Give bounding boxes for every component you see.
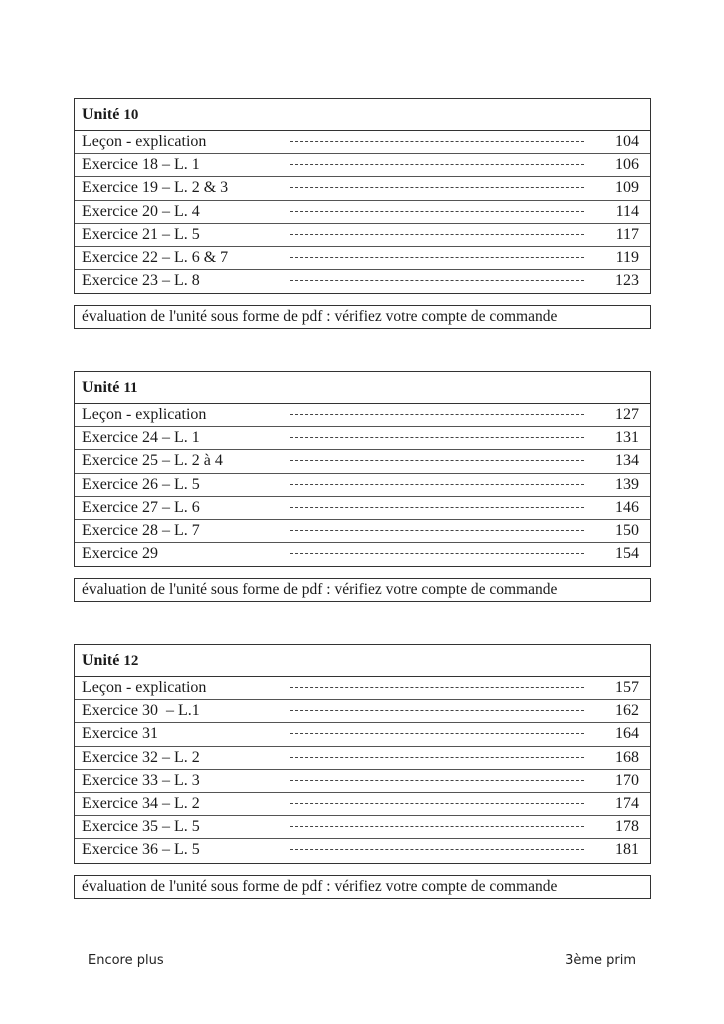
toc-row [75, 839, 650, 862]
toc-row [75, 723, 650, 746]
toc-row-label: Exercice 20 – L. 4 [82, 202, 200, 220]
toc-row [75, 497, 650, 520]
toc-row-page: 119 [615, 248, 639, 266]
toc-row-label: Exercice 28 – L. 7 [82, 521, 200, 539]
unit-title [75, 372, 650, 404]
dotted-leader [290, 757, 584, 758]
toc-row-label: Exercice 18 – L. 1 [82, 156, 200, 174]
toc-row-label: Exercice 26 – L. 5 [82, 475, 200, 493]
toc-row-page: 168 [615, 748, 639, 766]
dotted-leader [290, 803, 584, 804]
toc-row [75, 450, 650, 473]
toc-row [75, 520, 650, 543]
toc-row-page: 164 [615, 725, 639, 743]
toc-row-label: Exercice 35 – L. 5 [82, 818, 200, 836]
footer-grade-level: 3ème prim [565, 953, 636, 968]
dotted-leader [290, 530, 584, 531]
toc-row-page: 154 [615, 545, 639, 563]
unit-title-word: Unité [82, 106, 120, 123]
toc-row-label: Exercice 34 – L. 2 [82, 794, 200, 812]
toc-row-label: Leçon - explication [82, 679, 207, 696]
unit-title [75, 99, 650, 131]
toc-row-page: 134 [615, 452, 639, 470]
dotted-leader [290, 141, 584, 142]
toc-row-page: 162 [615, 702, 639, 720]
toc-row-label: Exercice 21 – L. 5 [82, 225, 200, 243]
dotted-leader [290, 280, 584, 281]
toc-row-page: 123 [615, 272, 639, 290]
toc-row-page: 157 [615, 679, 639, 696]
toc-row-page: 109 [615, 179, 639, 197]
toc-row-page: 139 [615, 475, 639, 493]
toc-row-label: Leçon - explication [82, 133, 207, 150]
toc-row [75, 224, 650, 247]
dotted-leader [290, 234, 584, 235]
dotted-leader [290, 211, 584, 212]
dotted-leader [290, 257, 584, 258]
dotted-leader [290, 553, 584, 554]
toc-row-page: 178 [615, 818, 639, 836]
toc-row [75, 770, 650, 793]
toc-row-page: 117 [615, 225, 639, 243]
unit-title-number: 11 [123, 380, 138, 396]
dotted-leader [290, 710, 584, 711]
unit-title-number: 10 [123, 107, 139, 123]
unit-10-block [74, 98, 651, 329]
unit-12-table [74, 644, 651, 864]
toc-row-page: 104 [615, 133, 639, 150]
toc-row [75, 677, 650, 700]
footer-book-title: Encore plus [88, 953, 164, 968]
dotted-leader [290, 484, 584, 485]
toc-row-label: Exercice 32 – L. 2 [82, 748, 200, 766]
toc-row-label: Exercice 33 – L. 3 [82, 771, 200, 789]
toc-row [75, 201, 650, 224]
toc-row-page: 131 [615, 429, 639, 447]
dotted-leader [290, 733, 584, 734]
toc-row [75, 474, 650, 497]
toc-row [75, 816, 650, 839]
unit-title [75, 645, 650, 677]
toc-row-label: Exercice 19 – L. 2 & 3 [82, 179, 229, 197]
toc-row-page: 114 [615, 202, 639, 220]
toc-row [75, 177, 650, 200]
toc-row-label: Leçon - explication [82, 406, 207, 423]
unit-11-block [74, 371, 651, 602]
dotted-leader [290, 187, 584, 188]
dotted-leader [290, 826, 584, 827]
toc-row-label: Exercice 31 [82, 725, 158, 743]
unit-title-word: Unité [82, 652, 120, 669]
toc-row [75, 793, 650, 816]
toc-row-label: Exercice 29 [82, 545, 158, 563]
toc-row-page: 127 [615, 406, 639, 423]
toc-row [75, 404, 650, 427]
evaluation-note: évaluation de l'unité sous forme de pdf : vérifiez votre compte de commande [74, 578, 651, 602]
dotted-leader [290, 687, 584, 688]
evaluation-note: évaluation de l'unité sous forme de pdf : vérifiez votre compte de commande [74, 875, 651, 899]
dotted-leader [290, 164, 584, 165]
toc-row [75, 427, 650, 450]
dotted-leader [290, 507, 584, 508]
toc-row [75, 154, 650, 177]
toc-row-page: 181 [615, 841, 639, 859]
unit-11-table [74, 371, 651, 567]
unit-title-word: Unité [82, 379, 120, 396]
toc-row-label: Exercice 23 – L. 8 [82, 272, 200, 290]
toc-row [75, 747, 650, 770]
unit-10-table [74, 98, 651, 294]
unit-12-block [74, 644, 651, 899]
dotted-leader [290, 414, 584, 415]
toc-row-label: Exercice 36 – L. 5 [82, 841, 200, 859]
toc-row [75, 700, 650, 723]
dotted-leader [290, 849, 584, 850]
toc-row-page: 150 [615, 521, 639, 539]
toc-row [75, 131, 650, 154]
unit-title-number: 12 [123, 653, 139, 669]
toc-row-page: 174 [615, 794, 639, 812]
evaluation-note: évaluation de l'unité sous forme de pdf : vérifiez votre compte de commande [74, 305, 651, 329]
toc-row [75, 247, 650, 270]
toc-row-label: Exercice 22 – L. 6 & 7 [82, 248, 229, 266]
dotted-leader [290, 460, 584, 461]
toc-row-label: Exercice 30 – L.1 [82, 702, 200, 720]
dotted-leader [290, 437, 584, 438]
toc-row-page: 146 [615, 498, 639, 516]
dotted-leader [290, 780, 584, 781]
toc-row-label: Exercice 27 – L. 6 [82, 498, 200, 516]
toc-row [75, 270, 650, 293]
toc-row-page: 170 [615, 771, 639, 789]
toc-row-page: 106 [615, 156, 639, 174]
toc-row-label: Exercice 24 – L. 1 [82, 429, 200, 447]
toc-row [75, 543, 650, 566]
toc-row-label: Exercice 25 – L. 2 à 4 [82, 452, 223, 470]
